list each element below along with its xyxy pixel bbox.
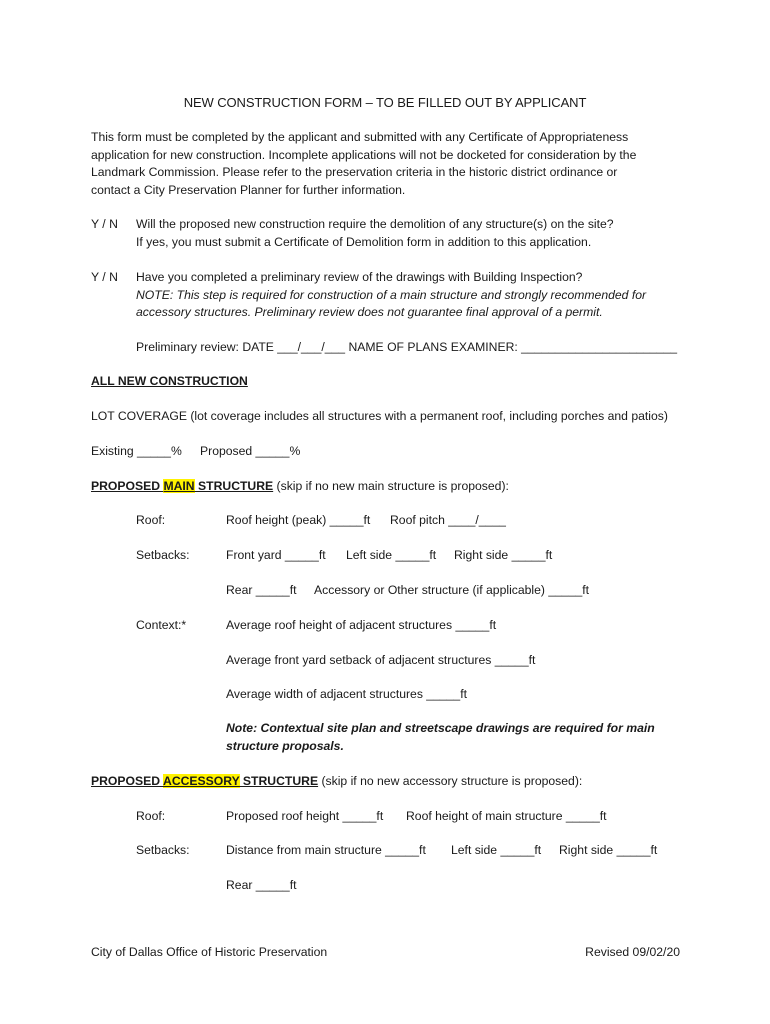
- main-right-side-field[interactable]: Right side _____ft: [454, 548, 553, 562]
- heading-text: PROPOSED: [91, 774, 164, 788]
- section-heading-main-structure: [91, 479, 509, 493]
- highlighted-heading-text: ACCESSORY: [163, 774, 240, 788]
- main-structure-note: structure proposals.: [226, 739, 344, 753]
- question-preliminary-review: Have you completed a preliminary review of the drawings with Building Inspection?: [136, 270, 583, 284]
- heading-text: PROPOSED: [91, 479, 164, 493]
- skip-instruction: (skip if no new accessory structure is proposed):: [318, 774, 583, 788]
- preliminary-review-fields[interactable]: Preliminary review: DATE ___/___/___ NAME OF PLANS EXAMINER: _______________________: [136, 340, 678, 354]
- highlighted-heading-text: MAIN: [163, 479, 195, 493]
- accessory-roof-label: Roof:: [136, 809, 166, 823]
- existing-coverage-field[interactable]: Existing _____%: [91, 444, 182, 458]
- section-heading-accessory-structure: [91, 774, 582, 788]
- intro-line: contact a City Preservation Planner for further information.: [91, 182, 406, 197]
- heading-text: STRUCTURE: [194, 479, 274, 493]
- question-demolition-detail: If yes, you must submit a Certificate of Demolition form in addition to this application.: [136, 235, 592, 249]
- accessory-distance-field[interactable]: Distance from main structure _____ft: [226, 843, 426, 857]
- main-setbacks-label: Setbacks:: [136, 548, 190, 562]
- skip-instruction: (skip if no new main structure is proposed):: [273, 479, 509, 493]
- main-structure-note: Note: Contextual site plan and streetscape drawings are required for main: [226, 721, 655, 735]
- main-roof-height-field[interactable]: Roof height (peak) _____ft: [226, 513, 371, 527]
- accessory-left-side-field[interactable]: Left side _____ft: [451, 843, 542, 857]
- intro-line: Landmark Commission. Please refer to the preservation criteria in the historic district ordinance or: [91, 165, 618, 180]
- main-accessory-setback-field[interactable]: Accessory or Other structure (if applicable) _____ft: [314, 583, 590, 597]
- lot-coverage-label: LOT COVERAGE (lot coverage includes all structures with a permanent roof, including porches and patios): [91, 409, 668, 423]
- accessory-rear-field[interactable]: Rear _____ft: [226, 878, 297, 892]
- question-demolition: Will the proposed new construction require the demolition of any structure(s) on the site?: [136, 217, 614, 231]
- yes-no-toggle-preliminary-review[interactable]: Y / N: [91, 270, 118, 284]
- context-width-field[interactable]: Average width of adjacent structures _____ft: [226, 687, 467, 701]
- footer-revision-date: Revised 09/02/20: [585, 945, 680, 959]
- main-front-yard-field[interactable]: Front yard _____ft: [226, 548, 326, 562]
- section-heading-all-new-construction: ALL NEW CONSTRUCTION: [91, 374, 248, 388]
- main-left-side-field[interactable]: Left side _____ft: [346, 548, 437, 562]
- accessory-setbacks-label: Setbacks:: [136, 843, 190, 857]
- main-context-label: Context:*: [136, 618, 187, 632]
- heading-text: STRUCTURE: [239, 774, 319, 788]
- intro-paragraph: [91, 129, 691, 199]
- context-roof-height-field[interactable]: Average roof height of adjacent structures _____ft: [226, 618, 497, 632]
- proposed-coverage-field[interactable]: Proposed _____%: [200, 444, 301, 458]
- intro-line: application for new construction. Incomplete applications will not be docketed for consideration by the: [91, 147, 637, 162]
- main-rear-field[interactable]: Rear _____ft: [226, 583, 297, 597]
- footer-office: City of Dallas Office of Historic Preservation: [91, 945, 328, 959]
- intro-line: This form must be completed by the applicant and submitted with any Certificate of Appropriateness: [91, 130, 629, 144]
- main-roof-label: Roof:: [136, 513, 166, 527]
- context-front-yard-field[interactable]: Average front yard setback of adjacent structures _____ft: [226, 653, 536, 667]
- accessory-main-roof-height-field[interactable]: Roof height of main structure _____ft: [406, 809, 607, 823]
- main-roof-pitch-field[interactable]: Roof pitch ____/____: [390, 513, 506, 527]
- preliminary-review-note: accessory structures. Preliminary review does not guarantee final approval of a permit.: [136, 305, 603, 319]
- preliminary-review-note: NOTE: This step is required for construction of a main structure and strongly recommended for: [136, 288, 647, 302]
- yes-no-toggle-demolition[interactable]: Y / N: [91, 217, 118, 231]
- accessory-roof-height-field[interactable]: Proposed roof height _____ft: [226, 809, 384, 823]
- page-title: NEW CONSTRUCTION FORM – TO BE FILLED OUT BY APPLICANT: [183, 95, 587, 110]
- accessory-right-side-field[interactable]: Right side _____ft: [559, 843, 658, 857]
